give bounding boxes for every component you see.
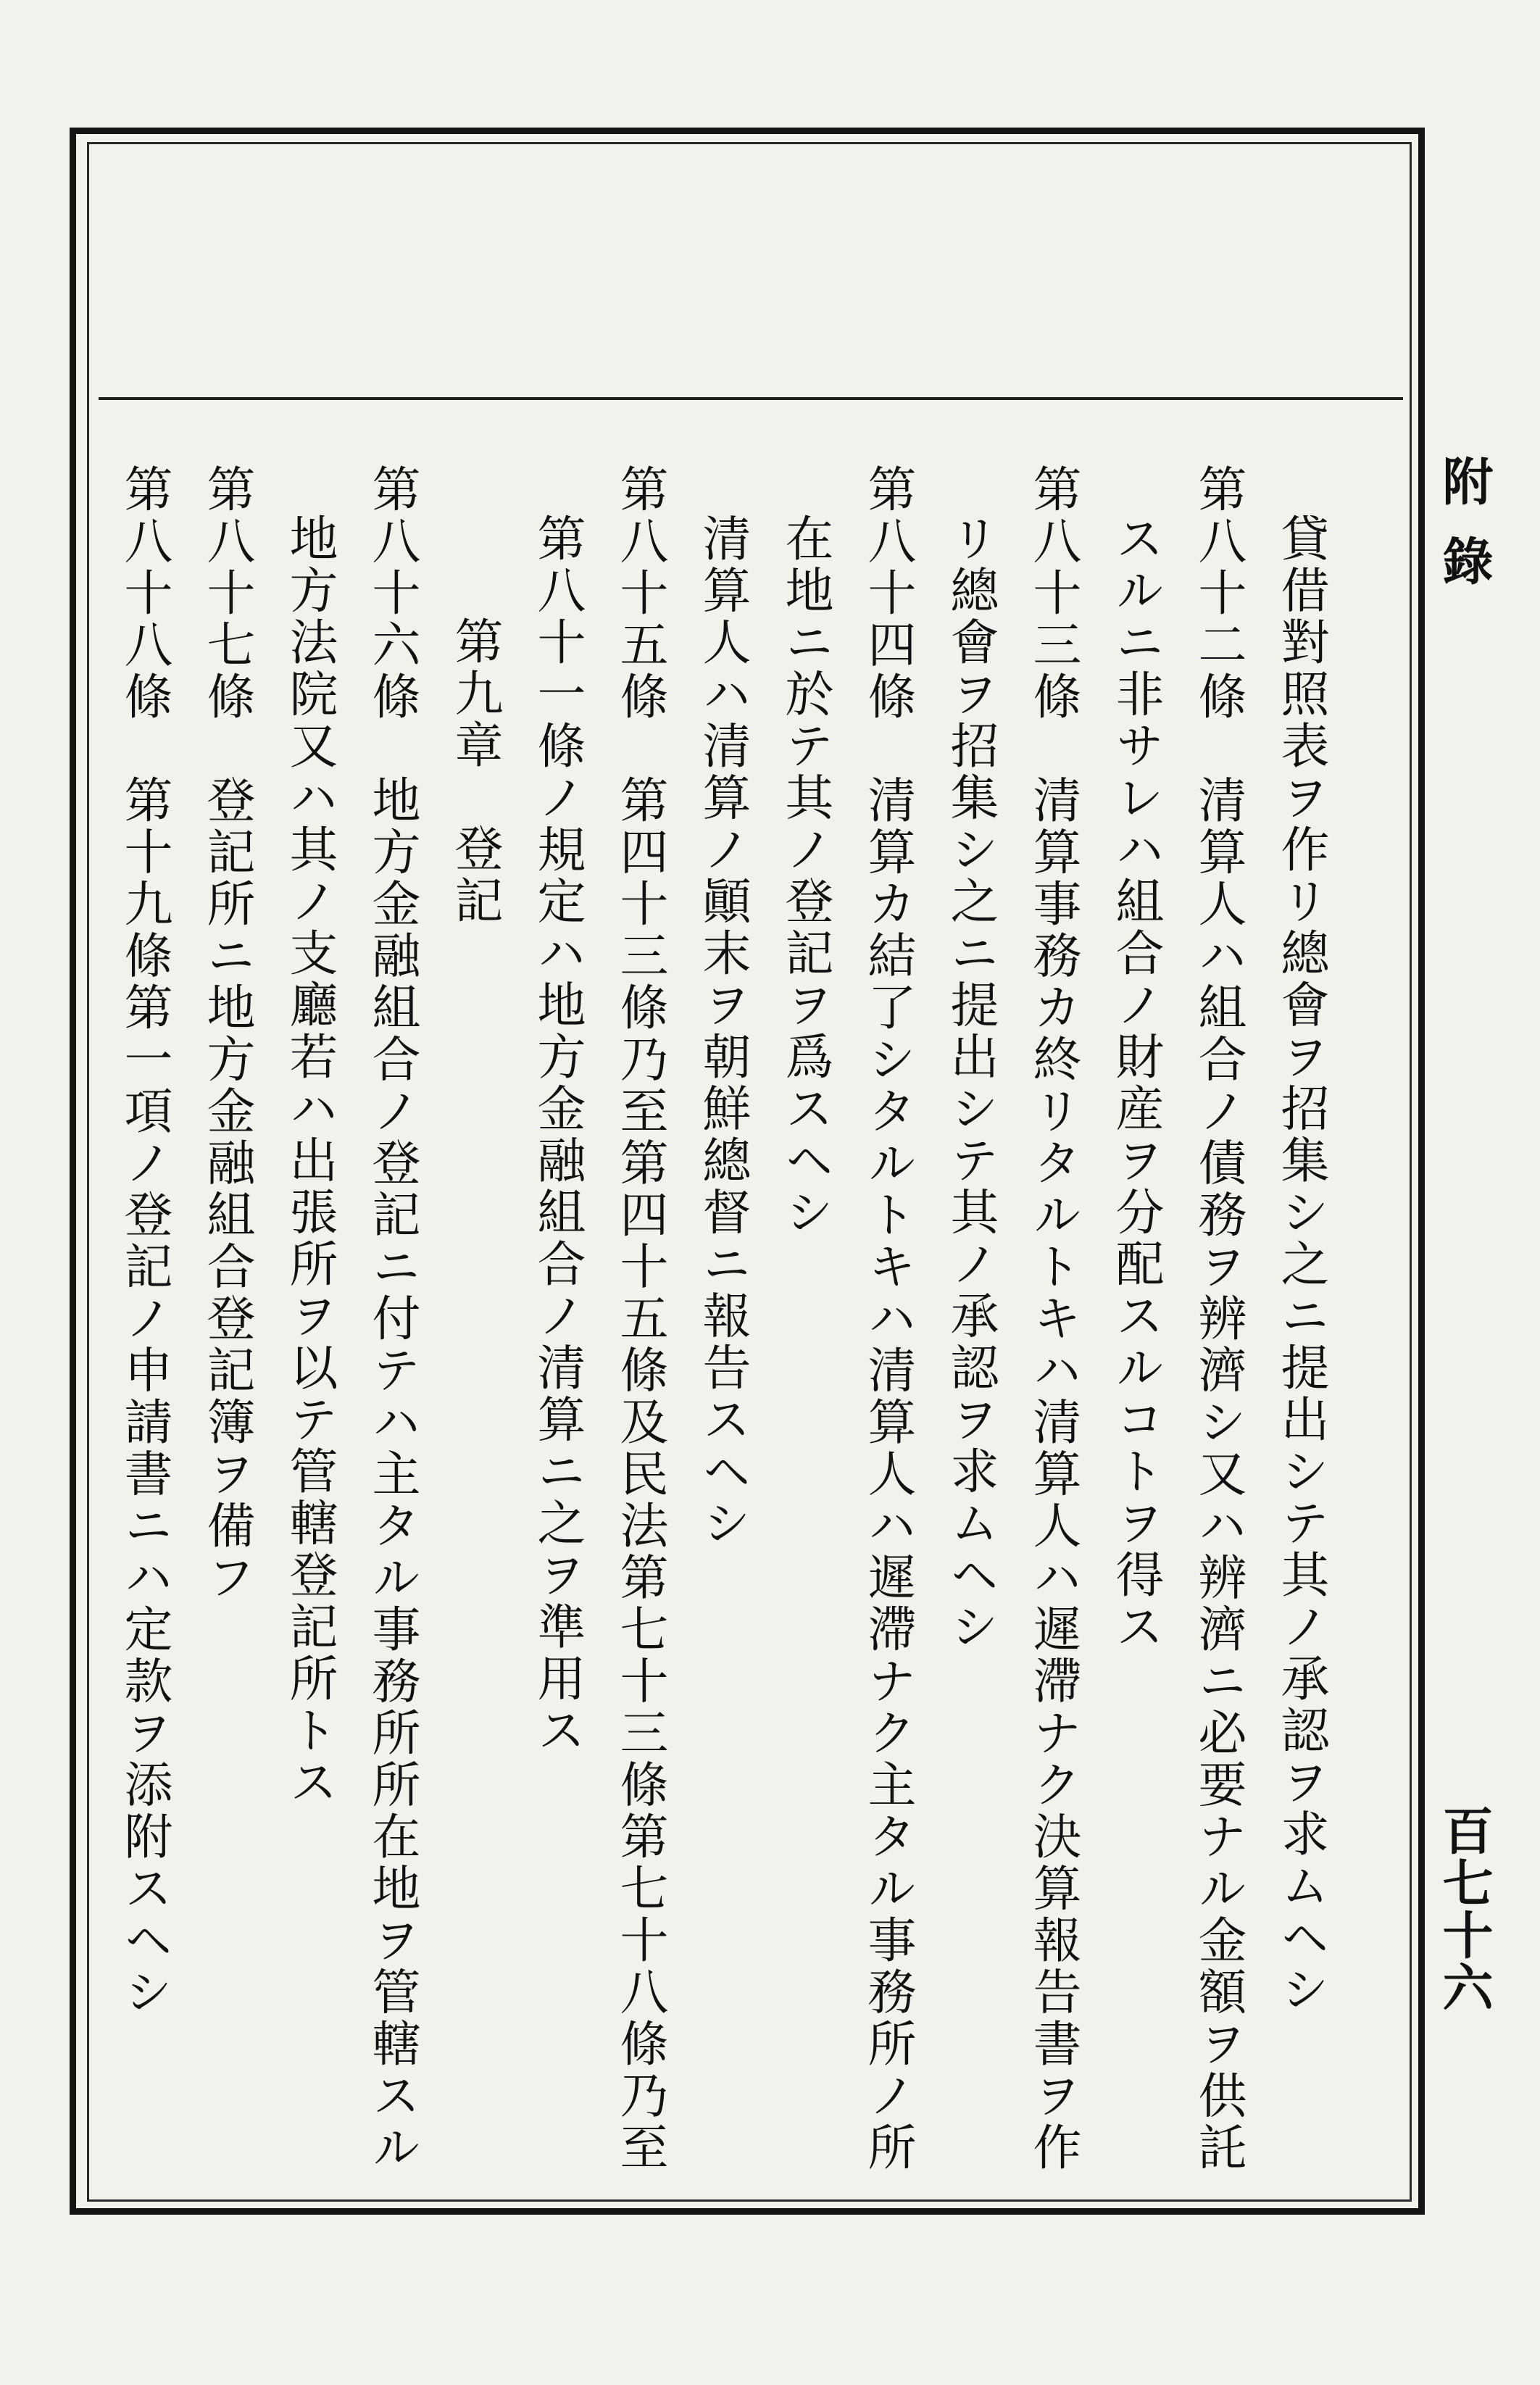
text-column: 在地ニ於テ其ノ登記ヲ爲スヘシ <box>778 513 834 1239</box>
text-column: 地方法院又ハ其ノ支廳若ハ出張所ヲ以テ管轄登記所トス <box>282 513 338 1809</box>
text-column: 第八十八條 第十九條第一項ノ登記ノ申請書ニハ定款ヲ添附スヘシ <box>117 464 173 2018</box>
text-column: 第八十五條 第四十三條乃至第四十五條及民法第七十三條第七十八條乃至 <box>612 464 669 2174</box>
running-header: 附錄 <box>1434 455 1494 615</box>
text-column: 第八十四條 清算カ結了シタルトキハ清算人ハ遲滯ナク主タル事務所ノ所 <box>860 464 917 2174</box>
text-column: 第八十七條 登記所ニ地方金融組合登記簿ヲ備フ <box>199 464 256 1604</box>
chapter-heading: 第九章 登記 <box>447 616 504 927</box>
text-column: リ總會ヲ招集シ之ニ提出シテ其ノ承認ヲ求ムヘシ <box>943 513 999 1653</box>
text-column: 第八十一條ノ規定ハ地方金融組合ノ清算ニ之ヲ準用ス <box>530 513 586 1757</box>
page-number: 百七十六 <box>1434 1805 1494 2013</box>
text-column: 第八十二條 清算人ハ組合ノ債務ヲ辨濟シ又ハ辨濟ニ必要ナル金額ヲ供託 <box>1191 464 1247 2174</box>
text-column: 清算人ハ清算ノ顚末ヲ朝鮮總督ニ報告スヘシ <box>695 513 752 1549</box>
text-column: スルニ非サレハ組合ノ財産ヲ分配スルコトヲ得ス <box>1108 513 1165 1653</box>
header-rule <box>99 397 1403 400</box>
text-column: 貸借對照表ヲ作リ總會ヲ招集シ之ニ提出シテ其ノ承認ヲ求ムヘシ <box>1273 513 1330 2016</box>
text-column: 第八十三條 清算事務カ終リタルトキハ清算人ハ遲滯ナク決算報告書ヲ作 <box>1025 464 1082 2174</box>
text-column: 第八十六條 地方金融組合ノ登記ニ付テハ主タル事務所所在地ヲ管轄スル <box>365 464 421 2174</box>
